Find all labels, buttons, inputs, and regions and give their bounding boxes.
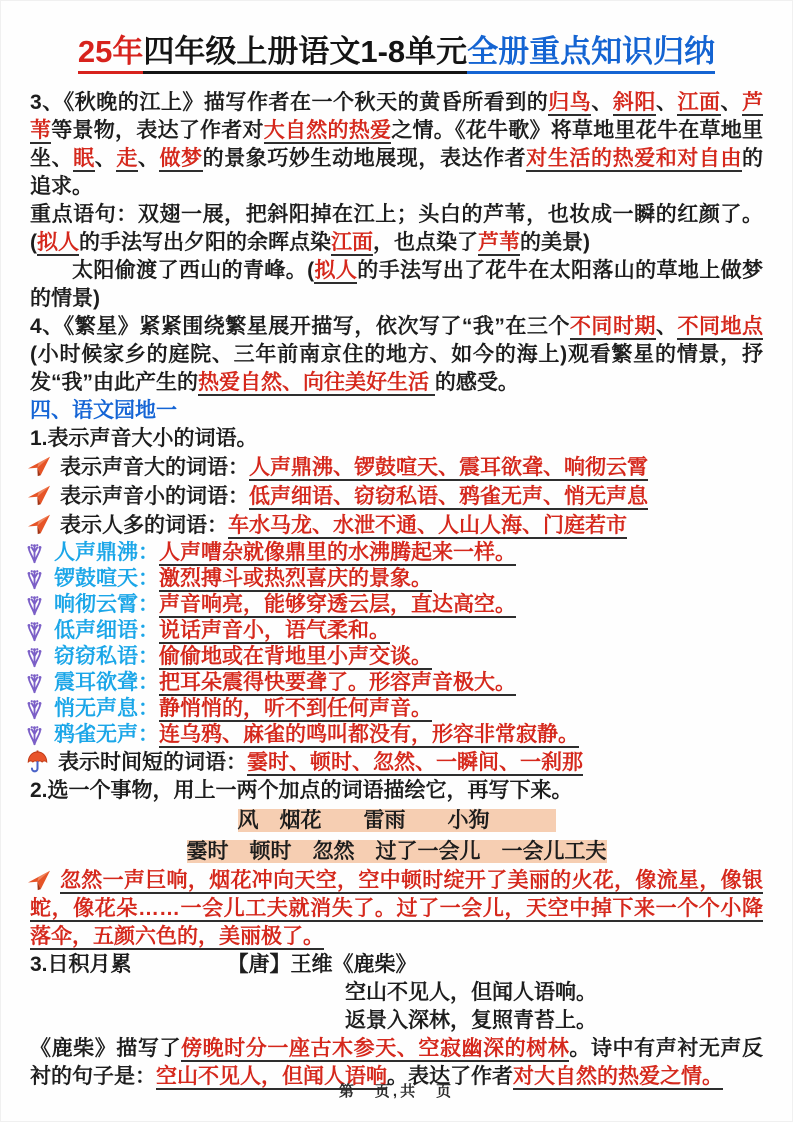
text-run: 车水马龙、水泄不通、人山人海、门庭若市	[228, 514, 627, 537]
page-title	[30, 26, 763, 71]
title-year-segment: 25年	[78, 34, 143, 74]
para-fanxing	[30, 313, 763, 397]
row-riji-yuelei	[30, 951, 763, 979]
text-run: 连乌鸦、麻雀的鸣叫都没有，形容非常寂静。	[159, 723, 579, 746]
text-run: 的手法写出夕阳的余晖点染	[79, 231, 331, 254]
text-run: 低声细语、窃窃私语、鸦雀无声、悄无声息	[249, 485, 648, 508]
paper-plane-icon	[26, 513, 56, 537]
line-time-words	[30, 836, 763, 867]
line-loud-words	[30, 453, 763, 482]
text-run: 表示时间短的词语：	[58, 751, 247, 774]
text-run: 静悄悄的，听不到任何声音。	[159, 697, 432, 720]
text-run: 对生活的热爱和对自由	[526, 147, 743, 170]
text-run: 响彻云霄：	[54, 593, 159, 616]
text-run: 的手法写出了花牛在太阳落山的草地上做梦的情景)	[30, 259, 763, 310]
text-run: 低声细语：	[54, 619, 159, 642]
text-run: 芦苇	[478, 231, 520, 254]
paper-plane-icon	[26, 869, 56, 893]
text-run: 对大自然的热爱之情。	[513, 1065, 723, 1088]
text-run: 表示声音大的词语：	[60, 456, 249, 479]
lavender-icon	[26, 568, 50, 592]
text-run: 的景象巧妙生动地展现，表达作者	[202, 147, 527, 170]
text-run: 霎时 顿时 忽然 过了一会儿 一会儿工夫	[186, 840, 607, 863]
text-run: 芦苇	[30, 91, 764, 142]
lavender-icon	[26, 672, 50, 696]
lavender-icon	[26, 542, 50, 566]
text-run: 之情。《花牛歌》将草地里花牛在草地里坐、	[30, 119, 763, 170]
text-run: 窃窃私语：	[54, 645, 159, 668]
text-run: ，也点染了	[373, 231, 478, 254]
def-disheng-xiyu	[30, 618, 763, 644]
text-run: 《鹿柴》描写了	[30, 1037, 182, 1060]
page-number-footer: 第 页,共 页	[338, 1083, 455, 1100]
text-run: 震耳欲聋：	[54, 671, 159, 694]
text-run: 偷偷地或在背地里小声交谈。	[159, 645, 432, 668]
paper-plane-icon	[26, 484, 56, 508]
text-run: 傍晚时分一座古木参天、空寂幽深的树林	[181, 1037, 570, 1060]
text-run: 4、《繁星》紧紧围绕繁星展开描写，依次写了“我”在三个	[30, 315, 570, 338]
text-run: 拟人	[314, 259, 358, 282]
text-run: 返景入深林，复照青苔上。	[345, 1009, 597, 1032]
text-run: 眠	[73, 147, 95, 170]
text-run: 、	[137, 147, 160, 170]
text-run: 。诗中有声衬无声反衬的句子是：	[30, 1037, 764, 1088]
text-run: 做梦	[159, 147, 203, 170]
text-run: (小时候家乡的庭院、三年前南京住的地方、如今的海上)观看繁星的情景，抒发“我”由此产生的	[30, 343, 763, 394]
text-run: 人声嘈杂就像鼎里的水沸腾起来一样。	[159, 541, 516, 564]
lavender-icon	[26, 698, 50, 722]
poem-line-1	[30, 979, 763, 1007]
para-taiyang	[30, 257, 763, 313]
text-run: 忽然一声巨响，烟花冲向天空，空中顿时绽开了美丽的火花，像流星，像银蛇，像花朵……一会儿工夫就消失了。过了一会儿，天空中掉下来一个个小降落伞，五颜六色的，美丽极了。	[30, 869, 763, 948]
line-exercise-2	[30, 777, 763, 805]
text-run: 的追求。	[30, 147, 764, 198]
text-run: 3.日积月累	[30, 953, 132, 976]
text-run: 悄无声息：	[54, 697, 159, 720]
text-run: 表示人多的词语：	[60, 514, 228, 537]
text-run: 风 烟花 雷雨 小狗	[238, 809, 556, 832]
def-qieqie-siyu	[30, 644, 763, 670]
line-crowd-words	[30, 511, 763, 540]
text-run: 不同时期	[569, 315, 656, 338]
text-run: 。表达了作者	[387, 1065, 513, 1088]
line-quiet-words	[30, 482, 763, 511]
text-run: 江面	[677, 91, 721, 114]
text-run: 表示声音小的词语：	[60, 485, 249, 508]
text-run: 、	[94, 147, 117, 170]
text-run: 1.表示声音大小的词语。	[30, 427, 258, 450]
text-run: 斜阳	[612, 91, 656, 114]
para-firework-example	[30, 867, 763, 951]
text-run: 人声鼎沸：	[54, 541, 159, 564]
text-run: 拟人	[37, 231, 79, 254]
def-rensheng-dingfei	[30, 540, 763, 566]
text-run: 把耳朵震得快要聋了。形容声音极大。	[159, 671, 516, 694]
text-run: 空山不见人，但闻人语响。	[345, 981, 597, 1004]
def-luogu-xuantian	[30, 566, 763, 592]
document-body	[30, 89, 763, 1091]
text-run: 声音响亮，能够穿透云层，直达高空。	[159, 593, 516, 616]
text-run: 2.选一个事物，用上一两个加点的词语描绘它，再写下来。	[30, 779, 573, 802]
def-yaque-wusheng	[30, 722, 763, 748]
poem-line-2	[30, 1007, 763, 1035]
section-heading-yuwenyuandi	[30, 397, 763, 425]
para-qiuwan-jiangshang	[30, 89, 763, 201]
title-summary-segment: 全册重点知识归纳	[467, 34, 715, 74]
text-run: 、	[655, 315, 678, 338]
text-run: 说话声音小，语气柔和。	[159, 619, 390, 642]
def-xiangche-yunxiao	[30, 592, 763, 618]
text-run: 大自然的热爱	[263, 119, 392, 142]
lavender-icon	[26, 594, 50, 618]
text-run: 、	[720, 91, 743, 114]
text-run: 四、语文园地一	[30, 399, 177, 422]
text-run: 的感受。	[434, 371, 519, 394]
text-run: 空山不见人，但闻人语响	[156, 1065, 387, 1088]
text-run: 、	[655, 91, 678, 114]
text-run: 热爱自然、向往美好生活	[198, 371, 435, 394]
text-run: 、	[591, 91, 613, 114]
text-run: 等景物，表达了作者对	[51, 119, 264, 142]
umbrella-icon	[26, 750, 54, 774]
text-run: 重点语句：双翅一展，把斜阳掉在江上；头白的芦苇，也妆成一瞬的红颜了。(	[30, 203, 763, 254]
lavender-icon	[26, 646, 50, 670]
para-key-sentence	[30, 201, 763, 257]
text-run: 【唐】王维《鹿柴》	[227, 953, 417, 976]
title-grade-segment: 四年级上册语文1-8单元	[143, 34, 467, 74]
lavender-icon	[26, 620, 50, 644]
text-run: 江面	[331, 231, 373, 254]
text-run: 人声鼎沸、锣鼓喧天、震耳欲聋、响彻云霄	[249, 456, 648, 479]
paper-plane-icon	[26, 455, 56, 479]
line-sound-words-title	[30, 425, 763, 453]
line-short-time-words	[30, 748, 763, 777]
text-run: 3、《秋晚的江上》描写作者在一个秋天的黄昏所看到的	[30, 91, 549, 114]
lavender-icon	[26, 724, 50, 748]
text-run: 归鸟	[548, 91, 592, 114]
def-zhener-yulong	[30, 670, 763, 696]
line-things	[30, 805, 763, 836]
text-run: 太阳偷渡了西山的青峰。(	[72, 259, 315, 282]
text-run: 的美景)	[520, 231, 590, 254]
text-run: 锣鼓喧天：	[54, 567, 159, 590]
text-run: 不同地点	[677, 315, 764, 338]
def-qiaowu-shengxi	[30, 696, 763, 722]
text-run: 走	[116, 147, 138, 170]
text-run: 霎时、顿时、忽然、一瞬间、一刹那	[247, 751, 583, 774]
text-run: 鸦雀无声：	[54, 723, 159, 746]
text-run: 激烈搏斗或热烈喜庆的景象。	[159, 567, 432, 590]
